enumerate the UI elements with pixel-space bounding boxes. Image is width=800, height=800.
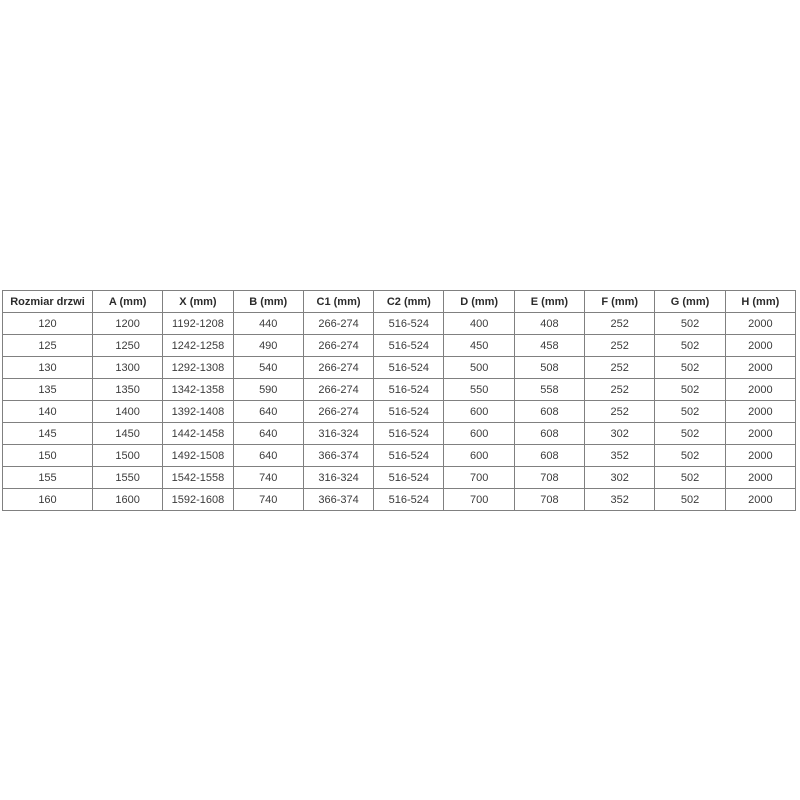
table-cell: 600 bbox=[444, 423, 514, 445]
table-cell: 1592-1608 bbox=[163, 489, 233, 511]
table-cell: 1542-1558 bbox=[163, 467, 233, 489]
table-cell: 2000 bbox=[725, 313, 795, 335]
table-cell: 2000 bbox=[725, 357, 795, 379]
table-cell: 608 bbox=[514, 401, 584, 423]
table-cell: 502 bbox=[655, 445, 725, 467]
table-cell: 440 bbox=[233, 313, 303, 335]
table-cell: 502 bbox=[655, 401, 725, 423]
table-cell: 700 bbox=[444, 467, 514, 489]
column-header: Rozmiar drzwi bbox=[3, 291, 93, 313]
table-cell: 1300 bbox=[93, 357, 163, 379]
table-cell: 2000 bbox=[725, 401, 795, 423]
table-cell: 502 bbox=[655, 357, 725, 379]
table-cell: 160 bbox=[3, 489, 93, 511]
table-row bbox=[3, 401, 796, 423]
table-cell: 252 bbox=[585, 313, 655, 335]
table-cell: 1292-1308 bbox=[163, 357, 233, 379]
table-cell: 1350 bbox=[93, 379, 163, 401]
table-cell: 740 bbox=[233, 467, 303, 489]
table-cell: 316-324 bbox=[303, 467, 373, 489]
table-cell: 516-524 bbox=[374, 401, 444, 423]
column-header: B (mm) bbox=[233, 291, 303, 313]
table-cell: 125 bbox=[3, 335, 93, 357]
table-cell: 540 bbox=[233, 357, 303, 379]
table-cell: 458 bbox=[514, 335, 584, 357]
table-cell: 1392-1408 bbox=[163, 401, 233, 423]
table-cell: 508 bbox=[514, 357, 584, 379]
table-row bbox=[3, 445, 796, 467]
table-cell: 516-524 bbox=[374, 445, 444, 467]
table-cell: 2000 bbox=[725, 379, 795, 401]
table-cell: 1500 bbox=[93, 445, 163, 467]
table-cell: 502 bbox=[655, 467, 725, 489]
table-cell: 266-274 bbox=[303, 357, 373, 379]
table-cell: 155 bbox=[3, 467, 93, 489]
door-size-table-container bbox=[2, 290, 796, 511]
column-header: A (mm) bbox=[93, 291, 163, 313]
table-cell: 1250 bbox=[93, 335, 163, 357]
table-cell: 600 bbox=[444, 445, 514, 467]
table-cell: 558 bbox=[514, 379, 584, 401]
table-cell: 252 bbox=[585, 357, 655, 379]
table-cell: 640 bbox=[233, 445, 303, 467]
table-row bbox=[3, 467, 796, 489]
table-cell: 408 bbox=[514, 313, 584, 335]
table-body bbox=[3, 313, 796, 511]
table-row bbox=[3, 489, 796, 511]
table-row bbox=[3, 335, 796, 357]
table-cell: 1400 bbox=[93, 401, 163, 423]
door-size-table bbox=[2, 290, 796, 511]
table-cell: 145 bbox=[3, 423, 93, 445]
table-cell: 352 bbox=[585, 445, 655, 467]
table-cell: 640 bbox=[233, 423, 303, 445]
table-row bbox=[3, 357, 796, 379]
table-cell: 550 bbox=[444, 379, 514, 401]
table-cell: 490 bbox=[233, 335, 303, 357]
table-cell: 450 bbox=[444, 335, 514, 357]
table-cell: 135 bbox=[3, 379, 93, 401]
header-row bbox=[3, 291, 796, 313]
table-cell: 740 bbox=[233, 489, 303, 511]
table-cell: 120 bbox=[3, 313, 93, 335]
table-cell: 500 bbox=[444, 357, 514, 379]
table-cell: 608 bbox=[514, 445, 584, 467]
table-cell: 302 bbox=[585, 467, 655, 489]
table-cell: 502 bbox=[655, 379, 725, 401]
table-cell: 516-524 bbox=[374, 313, 444, 335]
table-cell: 516-524 bbox=[374, 379, 444, 401]
table-cell: 266-274 bbox=[303, 401, 373, 423]
table-cell: 516-524 bbox=[374, 335, 444, 357]
table-cell: 366-374 bbox=[303, 445, 373, 467]
table-cell: 1600 bbox=[93, 489, 163, 511]
column-header: E (mm) bbox=[514, 291, 584, 313]
table-row bbox=[3, 313, 796, 335]
table-cell: 590 bbox=[233, 379, 303, 401]
table-cell: 1192-1208 bbox=[163, 313, 233, 335]
column-header: D (mm) bbox=[444, 291, 514, 313]
table-cell: 502 bbox=[655, 335, 725, 357]
column-header: C2 (mm) bbox=[374, 291, 444, 313]
table-cell: 1550 bbox=[93, 467, 163, 489]
table-cell: 608 bbox=[514, 423, 584, 445]
table-cell: 2000 bbox=[725, 489, 795, 511]
table-cell: 502 bbox=[655, 423, 725, 445]
table-row bbox=[3, 379, 796, 401]
column-header: F (mm) bbox=[585, 291, 655, 313]
table-cell: 266-274 bbox=[303, 335, 373, 357]
table-cell: 252 bbox=[585, 401, 655, 423]
column-header: C1 (mm) bbox=[303, 291, 373, 313]
table-cell: 150 bbox=[3, 445, 93, 467]
table-cell: 708 bbox=[514, 489, 584, 511]
table-cell: 2000 bbox=[725, 467, 795, 489]
table-cell: 1242-1258 bbox=[163, 335, 233, 357]
table-cell: 266-274 bbox=[303, 379, 373, 401]
table-cell: 516-524 bbox=[374, 467, 444, 489]
table-cell: 516-524 bbox=[374, 489, 444, 511]
table-cell: 600 bbox=[444, 401, 514, 423]
table-cell: 252 bbox=[585, 379, 655, 401]
table-cell: 266-274 bbox=[303, 313, 373, 335]
table-cell: 502 bbox=[655, 489, 725, 511]
column-header: X (mm) bbox=[163, 291, 233, 313]
table-cell: 1442-1458 bbox=[163, 423, 233, 445]
table-cell: 1200 bbox=[93, 313, 163, 335]
table-cell: 1492-1508 bbox=[163, 445, 233, 467]
table-cell: 640 bbox=[233, 401, 303, 423]
table-cell: 708 bbox=[514, 467, 584, 489]
table-cell: 516-524 bbox=[374, 423, 444, 445]
table-cell: 1342-1358 bbox=[163, 379, 233, 401]
column-header: G (mm) bbox=[655, 291, 725, 313]
table-cell: 140 bbox=[3, 401, 93, 423]
table-header bbox=[3, 291, 796, 313]
table-cell: 302 bbox=[585, 423, 655, 445]
table-cell: 1450 bbox=[93, 423, 163, 445]
table-row bbox=[3, 423, 796, 445]
table-cell: 502 bbox=[655, 313, 725, 335]
table-cell: 700 bbox=[444, 489, 514, 511]
table-cell: 400 bbox=[444, 313, 514, 335]
table-cell: 252 bbox=[585, 335, 655, 357]
table-cell: 316-324 bbox=[303, 423, 373, 445]
table-cell: 2000 bbox=[725, 335, 795, 357]
table-cell: 130 bbox=[3, 357, 93, 379]
table-cell: 2000 bbox=[725, 445, 795, 467]
column-header: H (mm) bbox=[725, 291, 795, 313]
table-cell: 366-374 bbox=[303, 489, 373, 511]
table-cell: 352 bbox=[585, 489, 655, 511]
table-cell: 516-524 bbox=[374, 357, 444, 379]
table-cell: 2000 bbox=[725, 423, 795, 445]
